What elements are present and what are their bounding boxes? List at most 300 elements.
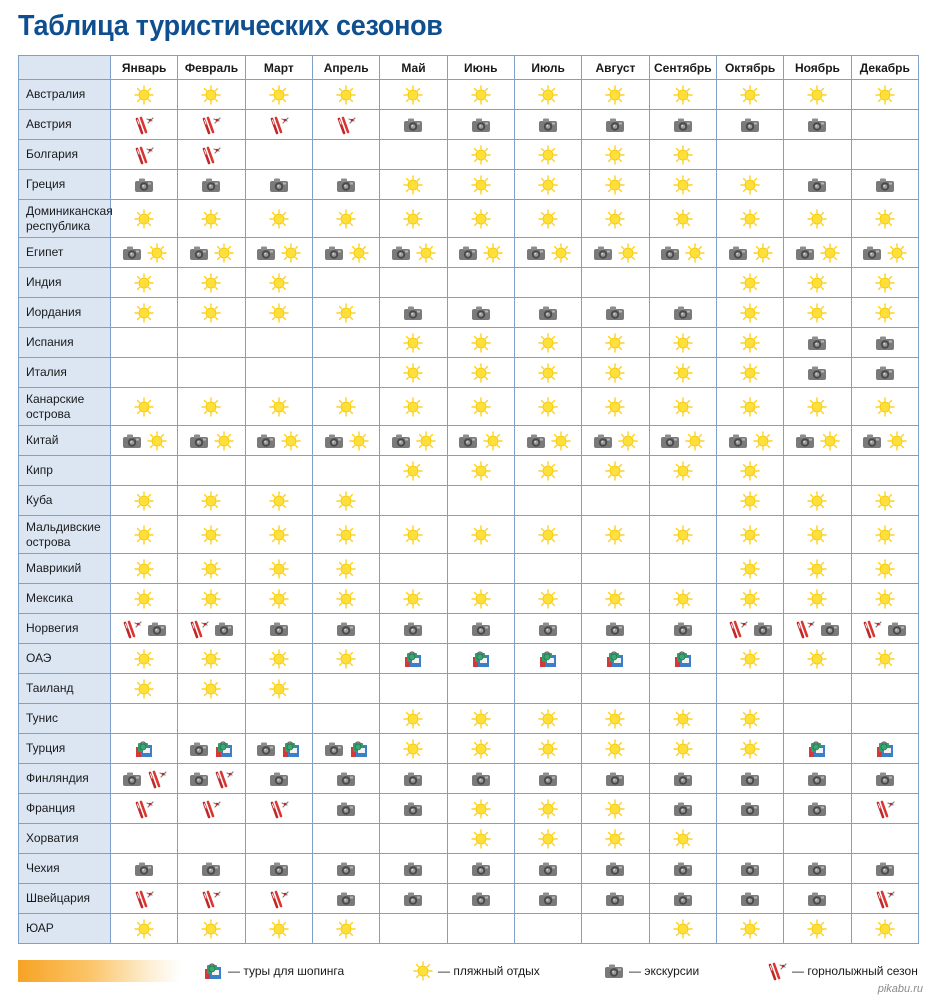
sun-icon <box>672 145 694 165</box>
camera-icon <box>133 175 155 195</box>
season-icons <box>448 209 514 229</box>
season-cell <box>111 914 178 944</box>
season-icons <box>448 115 514 135</box>
season-cell <box>784 110 851 140</box>
season-icons <box>380 709 446 729</box>
sun-icon <box>806 559 828 579</box>
sun-icon <box>739 209 761 229</box>
camera-icon <box>402 859 424 879</box>
season-cell <box>851 614 918 644</box>
season-icons <box>717 739 783 759</box>
season-cell <box>716 200 783 238</box>
season-cell <box>649 824 716 854</box>
season-icons <box>448 363 514 383</box>
season-cell <box>312 884 379 914</box>
season-icons <box>246 589 312 609</box>
season-icons <box>246 273 312 293</box>
sun-icon <box>335 303 357 323</box>
table-row <box>19 298 919 328</box>
season-icons <box>784 243 850 263</box>
sun-icon <box>672 397 694 417</box>
season-cell <box>178 764 245 794</box>
season-icons <box>313 85 379 105</box>
country-name: Турция <box>19 734 111 764</box>
camera-icon <box>739 769 761 789</box>
season-cell <box>178 140 245 170</box>
country-name: Чехия <box>19 854 111 884</box>
season-cell <box>178 426 245 456</box>
camera-icon <box>537 115 559 135</box>
season-icons <box>717 889 783 909</box>
sun-icon <box>415 431 437 451</box>
season-icons <box>111 859 177 879</box>
season-cell <box>380 426 447 456</box>
sun-icon <box>604 397 626 417</box>
season-cell <box>784 358 851 388</box>
season-cell <box>514 80 581 110</box>
season-cell <box>245 614 312 644</box>
season-cell <box>111 238 178 268</box>
sun-icon <box>402 175 424 195</box>
sun-icon <box>604 363 626 383</box>
sun-icon <box>550 243 572 263</box>
season-icons <box>111 175 177 195</box>
season-cell <box>514 794 581 824</box>
season-cell <box>514 764 581 794</box>
country-name: Куба <box>19 486 111 516</box>
season-icons <box>582 303 648 323</box>
camera-icon <box>806 859 828 879</box>
season-cell <box>111 824 178 854</box>
season-icons <box>784 333 850 353</box>
season-icons <box>650 85 716 105</box>
season-cell <box>716 614 783 644</box>
season-cell <box>312 644 379 674</box>
sun-icon <box>537 397 559 417</box>
table-body <box>19 80 919 944</box>
season-cell <box>582 388 649 426</box>
country-name: Египет <box>19 238 111 268</box>
country-name: Норвегия <box>19 614 111 644</box>
season-icons <box>852 333 918 353</box>
season-cell <box>245 388 312 426</box>
camera-icon <box>255 739 277 759</box>
season-icons <box>784 859 850 879</box>
season-icons <box>515 769 581 789</box>
sun-icon <box>874 525 896 545</box>
camera-icon <box>335 799 357 819</box>
season-cell <box>514 884 581 914</box>
season-cell <box>716 426 783 456</box>
season-cell <box>514 358 581 388</box>
season-icons <box>313 175 379 195</box>
season-cell <box>851 644 918 674</box>
sun-icon <box>537 363 559 383</box>
sun-icon <box>470 709 492 729</box>
season-icons <box>650 799 716 819</box>
season-icons <box>178 889 244 909</box>
season-cell <box>784 704 851 734</box>
sun-icon <box>470 525 492 545</box>
shopping-icon <box>537 649 559 669</box>
season-cell <box>447 914 514 944</box>
sun-icon <box>200 491 222 511</box>
camera-icon <box>874 363 896 383</box>
sun-icon <box>739 525 761 545</box>
season-cell <box>716 734 783 764</box>
season-cell <box>582 140 649 170</box>
season-icons <box>717 431 783 451</box>
sun-icon <box>739 397 761 417</box>
season-icons <box>852 919 918 939</box>
sun-icon <box>752 243 774 263</box>
season-cell <box>514 328 581 358</box>
season-cell <box>111 140 178 170</box>
camera-icon <box>886 619 908 639</box>
season-cell <box>312 854 379 884</box>
season-cell <box>784 884 851 914</box>
season-cell <box>178 298 245 328</box>
season-cell <box>312 764 379 794</box>
season-icons <box>784 589 850 609</box>
ski-icon <box>766 961 788 981</box>
season-cell <box>380 456 447 486</box>
season-icons <box>784 175 850 195</box>
season-icons <box>380 175 446 195</box>
sun-icon <box>133 559 155 579</box>
season-cell <box>514 516 581 554</box>
season-cell <box>447 110 514 140</box>
season-cell <box>111 358 178 388</box>
ski-icon <box>213 769 235 789</box>
sun-icon <box>874 303 896 323</box>
season-cell <box>514 554 581 584</box>
season-cell <box>312 358 379 388</box>
country-name: Иордания <box>19 298 111 328</box>
camera-icon <box>672 115 694 135</box>
month-header: Октябрь <box>716 56 783 80</box>
sun-icon <box>133 85 155 105</box>
season-cell <box>851 734 918 764</box>
season-cell <box>514 854 581 884</box>
sun-icon <box>335 491 357 511</box>
month-header: Апрель <box>312 56 379 80</box>
season-icons <box>178 919 244 939</box>
sun-icon <box>200 589 222 609</box>
table-row <box>19 884 919 914</box>
season-cell <box>245 80 312 110</box>
country-name: Мексика <box>19 584 111 614</box>
sun-icon <box>200 209 222 229</box>
camera-icon <box>402 799 424 819</box>
legend-accent-bar <box>18 960 181 982</box>
season-cell <box>716 884 783 914</box>
season-icons <box>515 145 581 165</box>
season-icons <box>852 431 918 451</box>
sun-icon <box>133 679 155 699</box>
season-icons <box>246 739 312 759</box>
season-icons <box>582 461 648 481</box>
sun-icon <box>604 829 626 849</box>
season-icons <box>246 431 312 451</box>
sun-icon <box>482 243 504 263</box>
season-cell <box>649 764 716 794</box>
season-icons <box>784 559 850 579</box>
sun-icon <box>604 739 626 759</box>
sun-icon <box>335 919 357 939</box>
season-cell <box>582 734 649 764</box>
season-icons <box>246 303 312 323</box>
camera-icon <box>255 243 277 263</box>
sun-icon <box>819 243 841 263</box>
ski-icon <box>794 619 816 639</box>
camera-icon <box>806 333 828 353</box>
season-icons <box>448 175 514 195</box>
season-cell <box>380 884 447 914</box>
season-icons <box>448 525 514 545</box>
camera-icon <box>402 889 424 909</box>
sun-icon <box>470 739 492 759</box>
camera-icon <box>537 859 559 879</box>
season-cell <box>851 140 918 170</box>
season-icons <box>582 243 648 263</box>
season-icons <box>380 589 446 609</box>
sun-icon <box>739 919 761 939</box>
season-icons <box>515 333 581 353</box>
camera-icon <box>121 769 143 789</box>
season-cell <box>111 614 178 644</box>
season-icons <box>246 397 312 417</box>
camera-icon <box>604 303 626 323</box>
table-row <box>19 704 919 734</box>
table-row <box>19 794 919 824</box>
season-cell <box>380 704 447 734</box>
season-cell <box>716 140 783 170</box>
season-icons <box>582 85 648 105</box>
sun-icon <box>402 397 424 417</box>
season-icons <box>178 397 244 417</box>
season-cell <box>649 298 716 328</box>
season-cell <box>178 268 245 298</box>
camera-icon <box>806 175 828 195</box>
season-cell <box>514 268 581 298</box>
sun-icon <box>806 525 828 545</box>
season-icons <box>717 919 783 939</box>
sun-icon <box>672 525 694 545</box>
season-icons <box>178 243 244 263</box>
season-cell <box>716 388 783 426</box>
season-icons <box>178 431 244 451</box>
season-icons <box>515 649 581 669</box>
camera-icon <box>323 243 345 263</box>
season-cell <box>649 238 716 268</box>
season-icons <box>650 739 716 759</box>
season-cell <box>178 734 245 764</box>
month-header: Март <box>245 56 312 80</box>
sun-icon <box>470 333 492 353</box>
season-cell <box>514 238 581 268</box>
sun-icon <box>335 559 357 579</box>
camera-icon <box>470 619 492 639</box>
sun-icon <box>672 829 694 849</box>
season-cell <box>649 358 716 388</box>
season-cell <box>649 554 716 584</box>
camera-icon <box>470 769 492 789</box>
sun-icon <box>819 431 841 451</box>
season-icons <box>313 243 379 263</box>
country-name: Доминиканская республика <box>19 200 111 238</box>
season-cell <box>716 80 783 110</box>
camera-icon <box>794 431 816 451</box>
shopping-icon <box>470 649 492 669</box>
sun-icon <box>402 525 424 545</box>
ski-icon <box>121 619 143 639</box>
shopping-icon <box>806 739 828 759</box>
season-icons <box>111 243 177 263</box>
season-cell <box>178 238 245 268</box>
country-name: Китай <box>19 426 111 456</box>
season-cell <box>582 486 649 516</box>
season-cell <box>245 426 312 456</box>
sun-icon <box>470 363 492 383</box>
season-icons <box>515 209 581 229</box>
ski-icon <box>146 769 168 789</box>
season-cell <box>582 298 649 328</box>
season-icons <box>650 525 716 545</box>
season-icons <box>784 115 850 135</box>
season-icons <box>784 525 850 545</box>
season-cell <box>851 854 918 884</box>
season-cell <box>111 554 178 584</box>
season-icons <box>111 619 177 639</box>
season-icons <box>246 889 312 909</box>
season-icons <box>178 769 244 789</box>
season-cell <box>649 914 716 944</box>
season-cell <box>784 200 851 238</box>
season-icons <box>582 333 648 353</box>
sun-icon <box>335 649 357 669</box>
season-icons <box>313 397 379 417</box>
season-cell <box>245 456 312 486</box>
season-cell <box>245 486 312 516</box>
season-icons <box>313 919 379 939</box>
camera-icon <box>672 799 694 819</box>
season-icons <box>852 243 918 263</box>
season-cell <box>851 268 918 298</box>
table-row <box>19 456 919 486</box>
season-icons <box>717 649 783 669</box>
season-icons <box>448 709 514 729</box>
season-icons <box>784 799 850 819</box>
month-header: Декабрь <box>851 56 918 80</box>
season-icons <box>111 525 177 545</box>
sun-icon <box>268 209 290 229</box>
camera-icon <box>537 619 559 639</box>
season-cell <box>380 328 447 358</box>
season-icons <box>717 273 783 293</box>
season-cell <box>447 388 514 426</box>
table-row <box>19 674 919 704</box>
shopping-icon <box>280 739 302 759</box>
season-cell <box>312 426 379 456</box>
table-row <box>19 854 919 884</box>
country-name: Индия <box>19 268 111 298</box>
season-icons <box>380 649 446 669</box>
ski-icon <box>268 115 290 135</box>
camera-icon <box>727 431 749 451</box>
season-cell <box>178 824 245 854</box>
camera-icon <box>133 859 155 879</box>
sun-icon <box>470 799 492 819</box>
ski-icon <box>133 799 155 819</box>
sun-icon <box>684 431 706 451</box>
sun-icon <box>133 589 155 609</box>
season-cell <box>380 614 447 644</box>
season-icons <box>380 397 446 417</box>
camera-icon <box>537 769 559 789</box>
season-cell <box>380 824 447 854</box>
season-cell <box>649 80 716 110</box>
camera-icon <box>592 431 614 451</box>
season-icons <box>784 919 850 939</box>
camera-icon <box>457 243 479 263</box>
season-icons <box>246 769 312 789</box>
sun-icon <box>874 589 896 609</box>
sun-icon <box>335 85 357 105</box>
season-cell <box>716 516 783 554</box>
season-cell <box>716 824 783 854</box>
season-cell <box>245 824 312 854</box>
season-icons <box>515 525 581 545</box>
sun-icon <box>268 525 290 545</box>
season-icons <box>515 461 581 481</box>
camera-icon <box>390 243 412 263</box>
season-cell <box>716 298 783 328</box>
season-icons <box>515 589 581 609</box>
season-cell <box>851 328 918 358</box>
camera-icon <box>390 431 412 451</box>
season-icons <box>448 243 514 263</box>
country-name: Франция <box>19 794 111 824</box>
country-name: Таиланд <box>19 674 111 704</box>
season-cell <box>178 486 245 516</box>
sun-icon <box>604 175 626 195</box>
season-cell <box>111 764 178 794</box>
season-cell <box>245 140 312 170</box>
season-cell <box>178 614 245 644</box>
season-icons <box>784 397 850 417</box>
sun-icon <box>874 85 896 105</box>
sun-icon <box>268 679 290 699</box>
sun-icon <box>348 431 370 451</box>
season-cell <box>380 358 447 388</box>
season-icons <box>717 209 783 229</box>
season-icons <box>380 799 446 819</box>
season-icons <box>178 589 244 609</box>
sun-icon <box>672 739 694 759</box>
season-icons <box>650 175 716 195</box>
season-icons <box>246 525 312 545</box>
season-cell <box>649 200 716 238</box>
season-icons <box>582 799 648 819</box>
season-cell <box>582 238 649 268</box>
season-cell <box>447 456 514 486</box>
season-icons <box>852 769 918 789</box>
ski-icon <box>874 799 896 819</box>
season-cell <box>716 358 783 388</box>
season-cell <box>380 794 447 824</box>
camera-icon <box>752 619 774 639</box>
